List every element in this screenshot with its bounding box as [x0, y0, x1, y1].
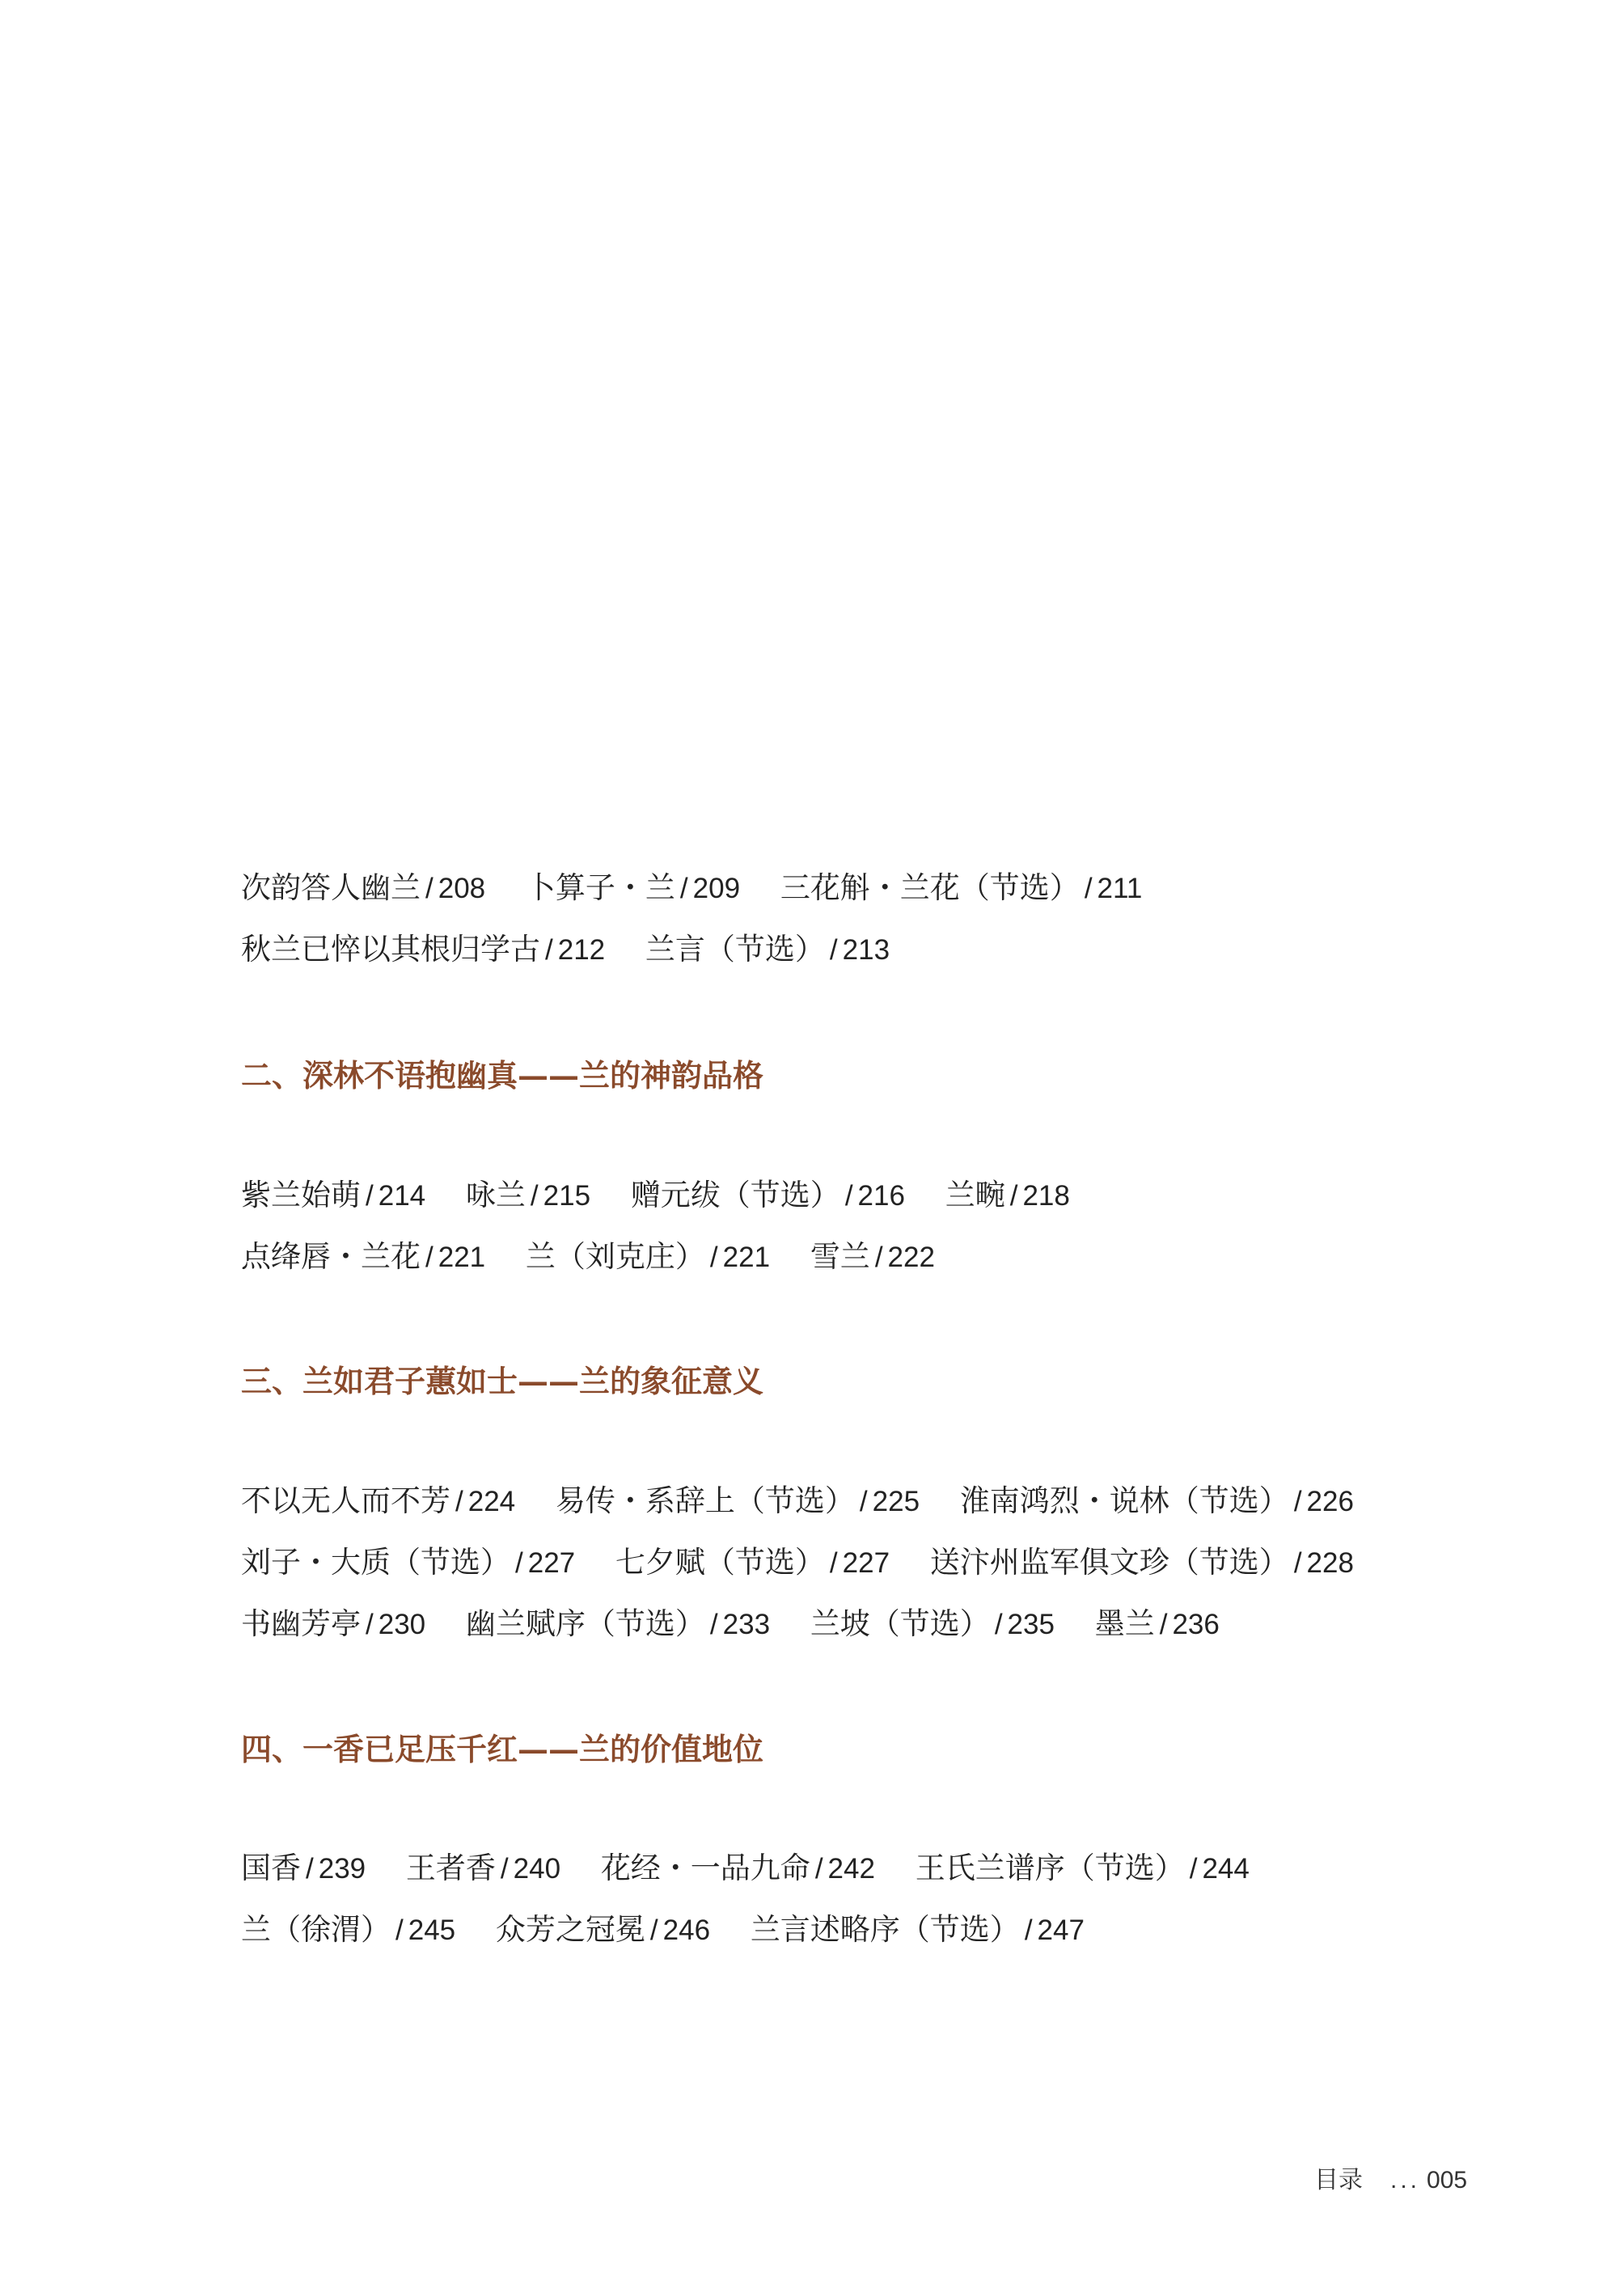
- toc-line: [241, 1226, 1503, 1288]
- toc-entry[interactable]: 花经・一品九命 / 242: [600, 1851, 875, 1885]
- toc-entry[interactable]: 三花斛・兰花（节选） / 211: [780, 870, 1143, 905]
- toc-entry[interactable]: 咏兰 / 215: [465, 1178, 591, 1212]
- section-heading: 二、深林不语抱幽真——兰的神韵品格: [241, 1057, 764, 1094]
- toc-entry[interactable]: 兰畹 / 218: [945, 1178, 1070, 1212]
- toc-line: [241, 1165, 1503, 1226]
- toc-entry[interactable]: 刘子・大质（节选） / 227: [241, 1545, 576, 1580]
- toc-entry[interactable]: 送汴州监军俱文珍（节选） / 228: [929, 1545, 1354, 1580]
- page-number: 005: [1427, 2167, 1468, 2194]
- toc-block-3: [241, 1838, 1503, 1961]
- toc-entry[interactable]: 秋兰已悴以其根归学古 / 212: [241, 932, 606, 967]
- toc-entry[interactable]: 幽兰赋序（节选） / 233: [465, 1606, 771, 1641]
- toc-entry[interactable]: 紫兰始萌 / 214: [241, 1178, 426, 1212]
- toc-entry[interactable]: 次韵答人幽兰 / 208: [241, 870, 486, 905]
- toc-line: [241, 1838, 1503, 1899]
- toc-entry[interactable]: 兰言述略序（节选） / 247: [750, 1912, 1085, 1947]
- toc-block-1: [241, 1165, 1503, 1288]
- toc-line: [241, 857, 1503, 919]
- toc-entry[interactable]: 兰（刘克庄） / 221: [525, 1239, 771, 1274]
- section-heading: 三、兰如君子蕙如士——兰的象征意义: [241, 1363, 764, 1399]
- toc-entry[interactable]: 淮南鸿烈・说林（节选） / 226: [959, 1483, 1354, 1518]
- toc-entry[interactable]: 七夕赋（节选） / 227: [615, 1545, 890, 1580]
- toc-entry[interactable]: 兰（徐渭） / 245: [241, 1912, 456, 1947]
- section-heading: 四、一香已足压千红——兰的价值地位: [241, 1731, 764, 1767]
- toc-entry[interactable]: 赠元绂（节选） / 216: [630, 1178, 905, 1212]
- toc-entry[interactable]: 雪兰 / 222: [810, 1239, 935, 1274]
- toc-entry[interactable]: 卜算子・兰 / 209: [525, 870, 741, 905]
- footer-label: 目录: [1314, 2167, 1363, 2194]
- toc-entry[interactable]: 不以无人而不芳 / 224: [241, 1483, 516, 1518]
- toc-entry[interactable]: 王氏兰谱序（节选） / 244: [915, 1851, 1250, 1885]
- toc-line: [241, 1593, 1503, 1655]
- page-footer: [1314, 2160, 1467, 2195]
- toc-entry[interactable]: 墨兰 / 236: [1094, 1606, 1220, 1641]
- toc-entry[interactable]: 书幽芳亭 / 230: [241, 1606, 426, 1641]
- toc-line: [241, 1532, 1503, 1593]
- toc-entry[interactable]: 易传・系辞上（节选） / 225: [555, 1483, 920, 1518]
- footer-dots: ...: [1390, 2167, 1421, 2194]
- toc-line: [241, 919, 1503, 980]
- toc-block-2: [241, 1470, 1503, 1655]
- toc-entry[interactable]: 王者香 / 240: [405, 1851, 561, 1885]
- toc-entry[interactable]: 兰坡（节选） / 235: [810, 1606, 1055, 1641]
- toc-line: [241, 1470, 1503, 1532]
- toc-line: [241, 1899, 1503, 1961]
- toc-entry[interactable]: 兰言（节选） / 213: [645, 932, 890, 967]
- toc-entry[interactable]: 点绛唇・兰花 / 221: [241, 1239, 486, 1274]
- toc-block-0: [241, 857, 1503, 980]
- toc-entry[interactable]: 国香 / 239: [241, 1851, 366, 1885]
- toc-entry[interactable]: 众芳之冠冕 / 246: [495, 1912, 711, 1947]
